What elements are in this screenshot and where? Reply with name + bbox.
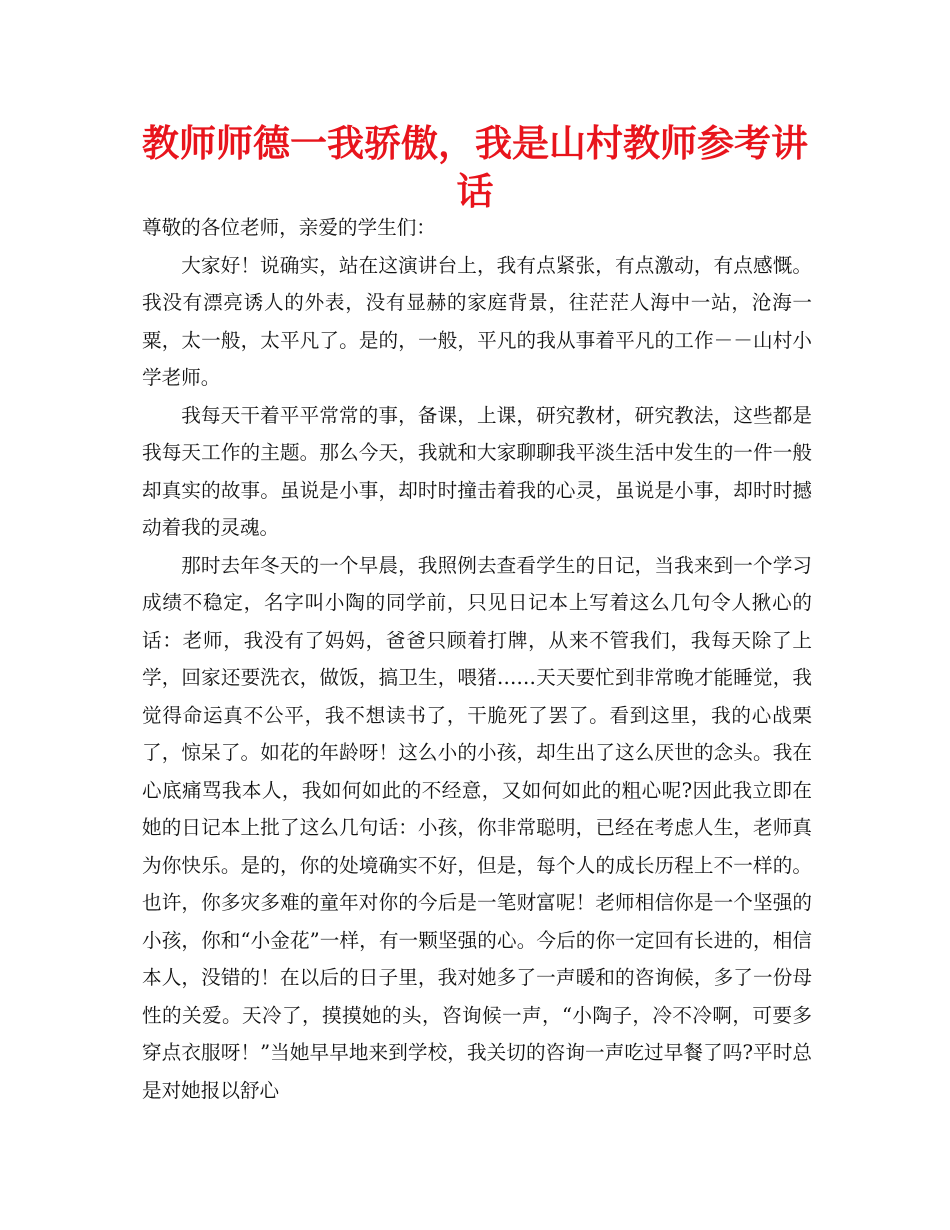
paragraph-2: 我每天干着平平常常的事，备课，上课，研究教材，研究教法，这些都是我每天工作的主题。那么今天，我就和大家聊聊我平淡生活中发生的一件一般却真实的故事。虽说是小事，却时时撞击着我的心灵，虽说是小事，却时时撼动着我的灵魂。 bbox=[142, 403, 812, 539]
document-body bbox=[142, 209, 812, 1109]
paragraph-3: 那时去年冬天的一个早晨，我照例去查看学生的日记，当我来到一个学习成绩不稳定，名字叫小陶的同学前，只见日记本上写着这么几句令人揪心的话：老师，我没有了妈妈，爸爸只顾着打牌，从来不管我们，我每天除了上学，回家还要洗衣，做饭，搞卫生，喂猪……天天要忙到非常晚才能睡觉，我觉得命运真不公平，我不想读书了，干脆死了罢了。看到这里，我的心战栗了，惊呆了。如花的年龄呀！这么小的小孩，却生出了这么厌世的念头。我在心底痛骂我本人，我如何如此的不经意，又如何如此的粗心呢?因此我立即在她的日记本上批了这么几句话：小孩，你非常聪明，已经在考虑人生，老师真为你快乐。是的，你的处境确实不好，但是，每个人的成长历程上不一样的。也许，你多灾多难的童年对你的今后是一笔财富呢！老师相信你是一个坚强的小孩，你和“小金花”一样，有一颗坚强的心。今后的你一定回有长进的，相信本人，没错的！在以后的日子里，我对她多了一声暖和的咨询候，多了一份母性的关爱。天冷了，摸摸她的头，咨询候一声，“小陶子，冷不冷啊，可要多穿点衣服呀！”当她早早地来到学校，我关切的咨询一声吃过早餐了吗?平时总是对她报以舒心 bbox=[142, 553, 812, 1102]
document-title: 教师师德一我骄傲，我是山村教师参考讲话 bbox=[142, 122, 808, 213]
paragraph-1: 大家好！说确实，站在这演讲台上，我有点紧张，有点激动，有点感慨。我没有漂亮诱人的外表，没有显赫的家庭背景，往茫茫人海中一站，沧海一粟，太一般，太平凡了。是的，一般，平凡的我从事着平凡的工作－－山村小学老师。 bbox=[142, 253, 812, 389]
salutation: 尊敬的各位老师，亲爱的学生们： bbox=[142, 216, 436, 239]
